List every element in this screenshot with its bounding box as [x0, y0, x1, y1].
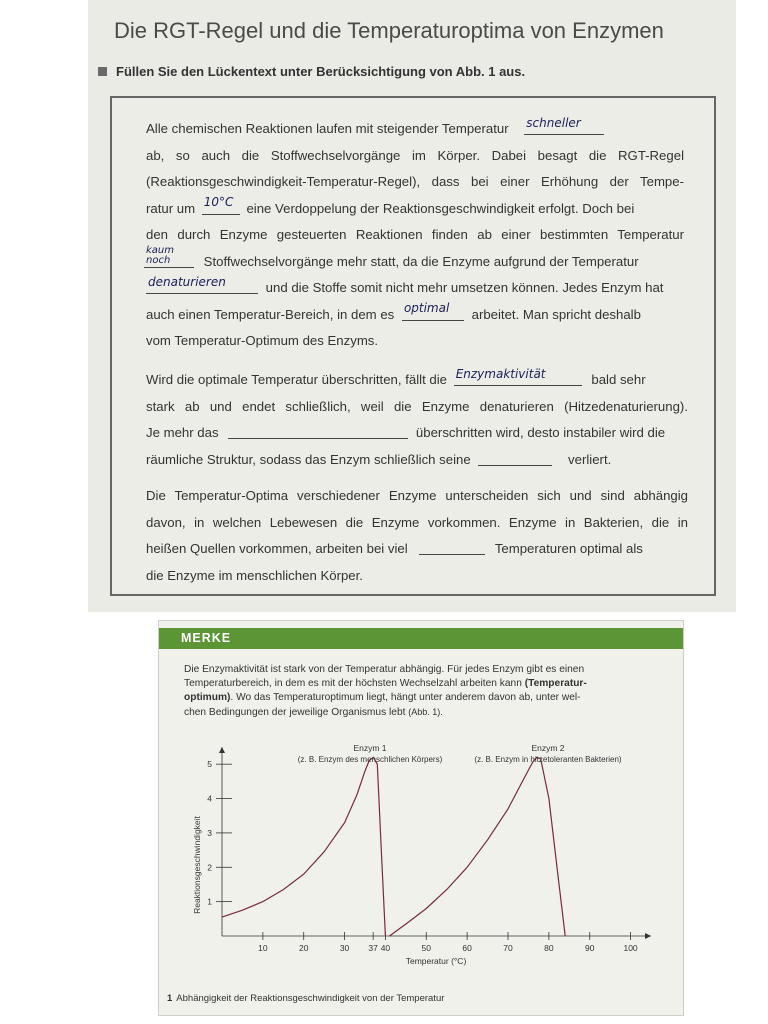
x-axis-label: Temperatur (°C): [405, 956, 467, 966]
blank-7[interactable]: [228, 425, 408, 439]
enzyme-1-title: Enzym 1: [353, 743, 387, 753]
y-tick-label: 1: [207, 896, 212, 907]
x-tick-label: 80: [544, 943, 554, 953]
page-title: Die RGT-Regel und die Temperaturoptima von Enzymen: [114, 18, 664, 43]
enzyme-2-curve: [390, 757, 566, 936]
instruction-text: Füllen Sie den Lückentext unter Berücksichtigung von Abb. 1 aus.: [116, 64, 526, 79]
blank-1[interactable]: [524, 115, 604, 135]
enzyme-2-title: Enzym 2: [531, 743, 565, 753]
y-axis-arrow: [219, 747, 225, 753]
cloze-paragraph-1: Alle chemischen Reaktionen laufen mit steigender Temperatur schneller ab, so auch die Stoffwechselvorgänge im Körper. Dabei besagt die RGT-Regel (Reaktionsgeschwindigkeit-Temperatur-Regel), dass bei einer Erhöhung der Tempe- ratur um 10°C eine Verdoppelung der Reaktionsgeschwindigkeit erfolgt. Doch bei den durch Enzyme gesteuerten Reaktionen finden ab einer bestimmten Temperatur kaum noch Stoffwechselvorgänge mehr statt, da die Enzyme aufgrund der Temperatur denaturieren und die Stoffe somit nicht mehr umsetzen können. Jedes Enzym hat auch einen Temperatur-Bereich, in dem es optimal arbeitet. Man spricht deshalb vom Temperatur-Optimum des Enzyms.: [146, 116, 684, 355]
figure-caption: 1 Abhängigkeit der Reaktionsgeschwindigkeit von der Temperatur: [167, 993, 445, 1004]
handwritten-answer-1: schneller: [526, 115, 581, 130]
x-tick-label: 100: [623, 943, 638, 953]
cloze-text-box: [110, 96, 716, 596]
x-tick-label: 20: [298, 943, 309, 953]
handwritten-answer-6: Enzymaktivität: [455, 366, 546, 381]
handwritten-answer-5: optimal: [403, 301, 450, 315]
x-tick-label: 50: [421, 943, 432, 953]
chart-curves: [222, 757, 565, 936]
blank-4[interactable]: [146, 274, 258, 294]
x-tick-label: 40: [380, 943, 391, 953]
x-tick-label: 37: [368, 943, 378, 953]
enzyme-1-curve: [222, 757, 385, 936]
merke-text: Die Enzymaktivität ist stark von der Temperatur abhängig. Für jedes Enzym gibt es einen Temperaturbereich, in dem es mit der höchsten Wechselzahl arbeiten kann (Temperatur- optimum). Wo das Temperaturoptimum liegt, hängt unter anderem davon ab, unter wel- chen Bedingungen der jeweilige Organismus lebt (Abb. 1).: [184, 664, 587, 718]
cloze-paragraph-2: Wird die optimale Temperatur überschritten, fällt die Enzymaktivität bald sehr stark ab und endet schließlich, weil die Enzyme denaturieren (Hitzedenaturierung). Je mehr das überschritten wird, desto instabiler wird die räumliche Struktur, sodass das Enzym schließlich seine verliert.: [146, 367, 688, 473]
x-tick-label: 90: [584, 943, 595, 953]
cloze-paragraph-3: Die Temperatur-Optima verschiedener Enzyme unterscheiden sich und sind abhängig davon, in welchen Lebewesen die Enzyme vorkommen. Enzyme in Bakterien, die in heißen Quellen vorkommen, arbeiten bei viel Temperaturen optimal als die Enzyme im menschlichen Körper.: [146, 488, 688, 583]
blank-2[interactable]: [202, 195, 240, 215]
worksheet-page: [88, 0, 736, 612]
handwritten-answer-2: 10°C: [203, 195, 234, 209]
y-tick-label: 4: [207, 793, 212, 804]
x-tick-label: 10: [258, 943, 268, 953]
blank-5[interactable]: [402, 301, 464, 321]
y-tick-label: 3: [207, 827, 212, 838]
task-instruction: [98, 64, 525, 79]
blank-3[interactable]: [144, 244, 194, 268]
x-tick-label: 30: [339, 943, 350, 953]
chart-axes: [219, 747, 651, 939]
y-tick-label: 2: [207, 862, 212, 873]
y-tick-label: 5: [207, 759, 212, 770]
x-tick-label: 70: [503, 943, 513, 953]
handwritten-answer-4: denaturieren: [148, 274, 226, 289]
blank-6[interactable]: [454, 366, 582, 386]
enzyme-1-subtitle: (z. B. Enzym des menschlichen Körpers): [297, 755, 443, 764]
temperature-rate-chart: [159, 621, 683, 991]
handwritten-answer-3: kaum noch: [146, 244, 174, 266]
chart-ticks: [207, 759, 638, 953]
blank-8[interactable]: [478, 452, 552, 466]
blank-9[interactable]: [419, 541, 485, 555]
x-tick-label: 60: [462, 943, 472, 953]
merke-header: MERKE: [159, 628, 683, 649]
enzyme-2-subtitle: (z. B. Enzym in hitzetoleranten Bakterien): [474, 755, 622, 764]
merke-box: [158, 620, 684, 1016]
x-axis-arrow: [645, 933, 651, 939]
bullet-square-icon: [98, 67, 107, 76]
y-axis-label: Reaktionsgeschwindigkeit: [192, 816, 202, 914]
